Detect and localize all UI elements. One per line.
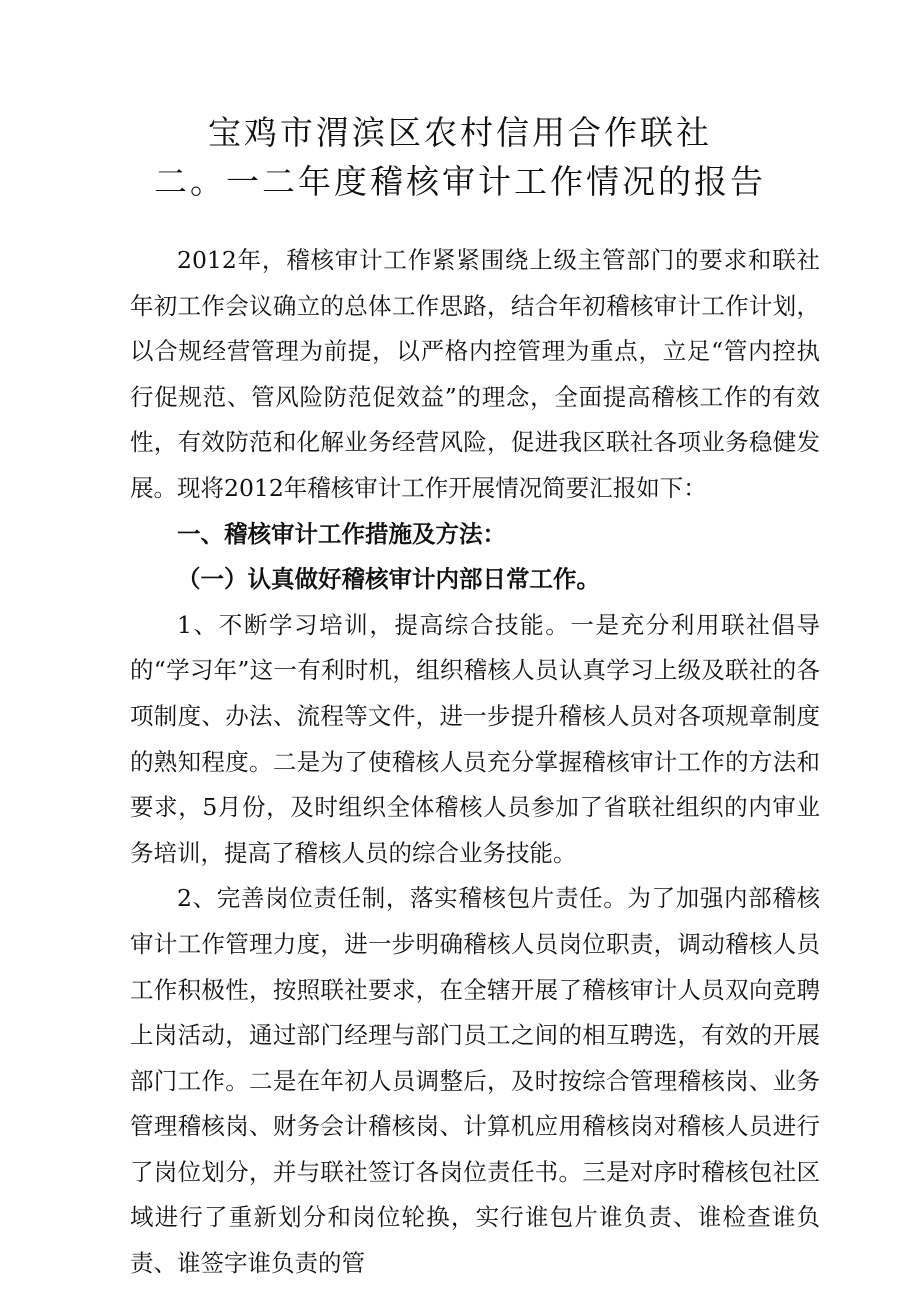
document-body: [130, 238, 820, 1287]
intro-paragraph: 2012年，稽核审计工作紧紧围绕上级主管部门的要求和联社年初工作会议确立的总体工作思路，结合年初稽核审计工作计划，以合规经营管理为前提，以严格内控管理为重点，立足“管内控执行促规范、管风险防范促效益”的理念，全面提高稽核工作的有效性，有效防范和化解业务经营风险，促进我区联社各项业务稳健发展。现将2012年稽核审计工作开展情况简要汇报如下：: [130, 246, 820, 502]
subsection-heading-daily-work: （一）认真做好稽核审计内部日常工作。: [177, 565, 600, 594]
section-heading-measures: 一、稽核审计工作措施及方法：: [177, 519, 506, 548]
document-title-line1: 宝鸡市渭滨区农村信用合作联社: [208, 113, 712, 152]
document-title-line2: 二。一二年度稽核审计工作情况的报告: [154, 162, 766, 201]
paragraph-responsibility: 2、完善岗位责任制，落实稽核包片责任。为了加强内部稽核审计工作管理力度，进一步明确稽核人员岗位职责，调动稽核人员工作积极性，按照联社要求，在全辖开展了稽核审计人员双向竞聘上岗活动，通过部门经理与部门员工之间的相互聘选，有效的开展部门工作。二是在年初人员调整后，及时按综合管理稽核岗、业务管理稽核岗、财务会计稽核岗、计算机应用稽核岗对稽核人员进行了岗位划分，并与联社签订各岗位责任书。三是对序时稽核包社区域进行了重新划分和岗位轮换，实行谁包片谁负责、谁检查谁负责、谁签字谁负责的管: [130, 884, 820, 1278]
paragraph-training: 1、不断学习培训，提高综合技能。一是充分利用联社倡导的“学习年”这一有利时机，组织稽核人员认真学习上级及联社的各项制度、办法、流程等文件，进一步提升稽核人员对各项规章制度的熟知程度。二是为了使稽核人员充分掌握稽核审计工作的方法和要求，5月份，及时组织全体稽核人员参加了省联社组织的内审业务培训，提高了稽核人员的综合业务技能。: [130, 610, 820, 867]
